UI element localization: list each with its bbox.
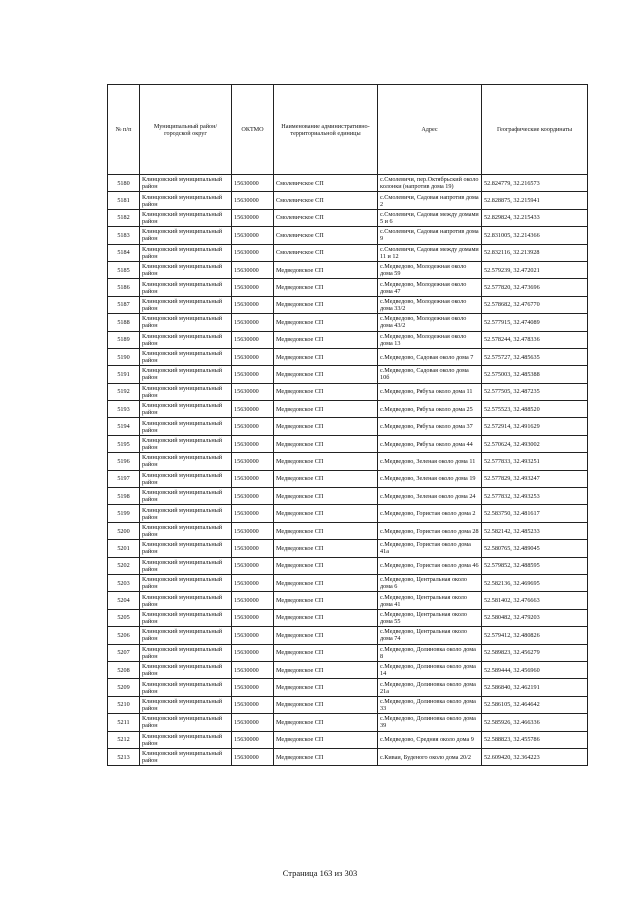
cell-coords: 52.824779, 32.216573 xyxy=(482,175,588,192)
cell-num: 5182 xyxy=(108,209,140,226)
cell-unit: Медведовское СП xyxy=(274,731,378,748)
cell-oktmo: 15630000 xyxy=(232,748,274,765)
cell-num: 5196 xyxy=(108,453,140,470)
cell-district: Клинцовский муниципальный район xyxy=(140,314,232,331)
cell-district: Клинцовский муниципальный район xyxy=(140,661,232,678)
cell-num: 5212 xyxy=(108,731,140,748)
cell-num: 5195 xyxy=(108,435,140,452)
cell-coords: 52.572914, 32.491629 xyxy=(482,418,588,435)
cell-unit: Медведовское СП xyxy=(274,453,378,470)
table-row xyxy=(108,696,588,713)
cell-unit: Медведовское СП xyxy=(274,609,378,626)
table-row xyxy=(108,592,588,609)
table-row xyxy=(108,383,588,400)
cell-unit: Смолевичское СП xyxy=(274,227,378,244)
cell-coords: 52.577832, 32.493253 xyxy=(482,488,588,505)
table-row xyxy=(108,296,588,313)
cell-district: Клинцовский муниципальный район xyxy=(140,540,232,557)
cell-unit: Медведовское СП xyxy=(274,644,378,661)
cell-address: с.Медведово, Центральная около дома 74 xyxy=(378,627,482,644)
cell-address: с.Медведово, Рябуха около дома 11 xyxy=(378,383,482,400)
cell-address: с.Медведово, Долиновка около дома 14 xyxy=(378,661,482,678)
table-row xyxy=(108,540,588,557)
cell-unit: Медведовское СП xyxy=(274,331,378,348)
cell-oktmo: 15630000 xyxy=(232,296,274,313)
table-row xyxy=(108,244,588,261)
cell-address: с.Медведово, Центральная около дома 6 xyxy=(378,574,482,591)
cell-unit: Медведовское СП xyxy=(274,261,378,278)
header-district: Муниципальный район/городской округ xyxy=(140,85,232,175)
cell-coords: 52.832116, 32.213928 xyxy=(482,244,588,261)
cell-oktmo: 15630000 xyxy=(232,175,274,192)
cell-oktmo: 15630000 xyxy=(232,488,274,505)
cell-district: Клинцовский муниципальный район xyxy=(140,227,232,244)
cell-num: 5203 xyxy=(108,574,140,591)
table-row xyxy=(108,609,588,626)
cell-num: 5210 xyxy=(108,696,140,713)
cell-unit: Медведовское СП xyxy=(274,435,378,452)
cell-district: Клинцовский муниципальный район xyxy=(140,748,232,765)
cell-unit: Медведовское СП xyxy=(274,696,378,713)
cell-coords: 52.582136, 32.469695 xyxy=(482,574,588,591)
cell-coords: 52.577820, 32.473696 xyxy=(482,279,588,296)
cell-oktmo: 15630000 xyxy=(232,557,274,574)
cell-coords: 52.589444, 32.456960 xyxy=(482,661,588,678)
cell-unit: Медведовское СП xyxy=(274,279,378,296)
cell-unit: Смолевичское СП xyxy=(274,175,378,192)
cell-district: Клинцовский муниципальный район xyxy=(140,348,232,365)
cell-coords: 52.585926, 32.466336 xyxy=(482,714,588,731)
table-row xyxy=(108,644,588,661)
cell-address: с.Медведово, Центральная около дома 55 xyxy=(378,609,482,626)
table-row xyxy=(108,366,588,383)
cell-unit: Медведовское СП xyxy=(274,383,378,400)
cell-coords: 52.828875, 32.215941 xyxy=(482,192,588,209)
table-row xyxy=(108,731,588,748)
table-row xyxy=(108,209,588,226)
table-row xyxy=(108,175,588,192)
cell-num: 5180 xyxy=(108,175,140,192)
cell-unit: Медведовское СП xyxy=(274,574,378,591)
cell-num: 5191 xyxy=(108,366,140,383)
cell-coords: 52.577833, 32.493251 xyxy=(482,453,588,470)
cell-district: Клинцовский муниципальный район xyxy=(140,627,232,644)
cell-oktmo: 15630000 xyxy=(232,279,274,296)
cell-num: 5202 xyxy=(108,557,140,574)
cell-num: 5208 xyxy=(108,661,140,678)
cell-oktmo: 15630000 xyxy=(232,505,274,522)
cell-coords: 52.575727, 32.485635 xyxy=(482,348,588,365)
cell-unit: Медведовское СП xyxy=(274,627,378,644)
header-oktmo: ОКТМО xyxy=(232,85,274,175)
cell-num: 5198 xyxy=(108,488,140,505)
cell-unit: Медведовское СП xyxy=(274,366,378,383)
cell-num: 5205 xyxy=(108,609,140,626)
cell-address: с.Медведово, Долиновка около дома 21а xyxy=(378,679,482,696)
cell-unit: Медведовское СП xyxy=(274,679,378,696)
cell-oktmo: 15630000 xyxy=(232,574,274,591)
cell-district: Клинцовский муниципальный район xyxy=(140,714,232,731)
table-row xyxy=(108,453,588,470)
cell-oktmo: 15630000 xyxy=(232,627,274,644)
cell-district: Клинцовский муниципальный район xyxy=(140,609,232,626)
cell-district: Клинцовский муниципальный район xyxy=(140,383,232,400)
cell-oktmo: 15630000 xyxy=(232,540,274,557)
cell-oktmo: 15630000 xyxy=(232,661,274,678)
cell-oktmo: 15630000 xyxy=(232,227,274,244)
cell-num: 5193 xyxy=(108,401,140,418)
cell-oktmo: 15630000 xyxy=(232,366,274,383)
cell-district: Клинцовский муниципальный район xyxy=(140,505,232,522)
cell-num: 5185 xyxy=(108,261,140,278)
cell-unit: Медведовское СП xyxy=(274,418,378,435)
page-number: Страница 163 из 303 xyxy=(282,868,358,878)
cell-coords: 52.579852, 32.488595 xyxy=(482,557,588,574)
cell-address: с.Смолевичи, Садовая напротив дома 2 xyxy=(378,192,482,209)
cell-address: с.Медведово, Центральная около дома 41 xyxy=(378,592,482,609)
cell-address: с.Киваи, Буденого около дома 20/2 xyxy=(378,748,482,765)
cell-district: Клинцовский муниципальный район xyxy=(140,679,232,696)
table-row xyxy=(108,505,588,522)
cell-address: с.Медведово, Долиновка около дома 8 xyxy=(378,644,482,661)
cell-address: с.Медведово, Рябуха около дома 37 xyxy=(378,418,482,435)
cell-address: с.Смолевичи, Садовая между домами 5 и 6 xyxy=(378,209,482,226)
cell-district: Клинцовский муниципальный район xyxy=(140,175,232,192)
cell-coords: 52.582142, 32.485233 xyxy=(482,522,588,539)
cell-address: с.Медведово, Молодежная около дома 47 xyxy=(378,279,482,296)
cell-unit: Медведовское СП xyxy=(274,714,378,731)
cell-address: с.Медведово, Гористая около дома 41а xyxy=(378,540,482,557)
table-row xyxy=(108,418,588,435)
cell-oktmo: 15630000 xyxy=(232,418,274,435)
cell-oktmo: 15630000 xyxy=(232,348,274,365)
table-header-row xyxy=(108,85,588,175)
cell-district: Клинцовский муниципальный район xyxy=(140,366,232,383)
table-row xyxy=(108,488,588,505)
cell-coords: 52.581402, 32.476663 xyxy=(482,592,588,609)
cell-address: с.Медведово, Молодежная около дома 33/2 xyxy=(378,296,482,313)
table-row xyxy=(108,522,588,539)
cell-oktmo: 15630000 xyxy=(232,261,274,278)
cell-unit: Смолевичское СП xyxy=(274,209,378,226)
cell-coords: 52.586840, 32.462191 xyxy=(482,679,588,696)
cell-oktmo: 15630000 xyxy=(232,644,274,661)
cell-num: 5200 xyxy=(108,522,140,539)
cell-coords: 52.579239, 32.472021 xyxy=(482,261,588,278)
cell-oktmo: 15630000 xyxy=(232,609,274,626)
cell-oktmo: 15630000 xyxy=(232,192,274,209)
cell-coords: 52.831005, 32.214366 xyxy=(482,227,588,244)
cell-unit: Медведовское СП xyxy=(274,522,378,539)
cell-unit: Медведовское СП xyxy=(274,557,378,574)
cell-num: 5183 xyxy=(108,227,140,244)
table-row xyxy=(108,348,588,365)
cell-address: с.Медведово, Рябуха около дома 25 xyxy=(378,401,482,418)
header-unit: Наименование административно-территориальной единицы xyxy=(274,85,378,175)
cell-coords: 52.575523, 32.488520 xyxy=(482,401,588,418)
cell-district: Клинцовский муниципальный район xyxy=(140,296,232,313)
cell-address: с.Медведово, Садовая около дома 10б xyxy=(378,366,482,383)
cell-oktmo: 15630000 xyxy=(232,453,274,470)
cell-num: 5187 xyxy=(108,296,140,313)
table-row xyxy=(108,714,588,731)
cell-address: с.Медведово, Садовая около дома 7 xyxy=(378,348,482,365)
cell-address: с.Медведово, Зеленая около дома 11 xyxy=(378,453,482,470)
cell-oktmo: 15630000 xyxy=(232,314,274,331)
cell-address: с.Медведово, Гористая около дома 2 xyxy=(378,505,482,522)
table-row xyxy=(108,557,588,574)
table-row xyxy=(108,470,588,487)
table-row xyxy=(108,401,588,418)
header-address: Адрес xyxy=(378,85,482,175)
cell-oktmo: 15630000 xyxy=(232,592,274,609)
cell-unit: Медведовское СП xyxy=(274,296,378,313)
cell-coords: 52.580482, 32.479203 xyxy=(482,609,588,626)
cell-num: 5206 xyxy=(108,627,140,644)
cell-coords: 52.589823, 32.456279 xyxy=(482,644,588,661)
table-row xyxy=(108,227,588,244)
cell-unit: Медведовское СП xyxy=(274,505,378,522)
table-row xyxy=(108,661,588,678)
table-row xyxy=(108,261,588,278)
table-row xyxy=(108,748,588,765)
cell-address: с.Медведово, Зеленая около дома 19 xyxy=(378,470,482,487)
cell-unit: Медведовское СП xyxy=(274,488,378,505)
cell-district: Клинцовский муниципальный район xyxy=(140,435,232,452)
cell-district: Клинцовский муниципальный район xyxy=(140,644,232,661)
table-row xyxy=(108,331,588,348)
cell-num: 5199 xyxy=(108,505,140,522)
cell-coords: 52.577829, 32.493247 xyxy=(482,470,588,487)
cell-num: 5209 xyxy=(108,679,140,696)
cell-district: Клинцовский муниципальный район xyxy=(140,279,232,296)
cell-address: с.Медведово, Средняя около дома 9 xyxy=(378,731,482,748)
cell-coords: 52.578682, 32.476770 xyxy=(482,296,588,313)
table-row xyxy=(108,435,588,452)
cell-oktmo: 15630000 xyxy=(232,731,274,748)
table-body xyxy=(108,175,588,766)
cell-district: Клинцовский муниципальный район xyxy=(140,488,232,505)
cell-district: Клинцовский муниципальный район xyxy=(140,261,232,278)
cell-num: 5188 xyxy=(108,314,140,331)
cell-district: Клинцовский муниципальный район xyxy=(140,592,232,609)
cell-district: Клинцовский муниципальный район xyxy=(140,696,232,713)
coordinates-table xyxy=(107,84,588,766)
table-row xyxy=(108,627,588,644)
cell-coords: 52.580765, 32.489045 xyxy=(482,540,588,557)
cell-address: с.Медведово, Молодежная около дома 43/2 xyxy=(378,314,482,331)
cell-oktmo: 15630000 xyxy=(232,401,274,418)
table-row xyxy=(108,574,588,591)
cell-num: 5186 xyxy=(108,279,140,296)
cell-num: 5211 xyxy=(108,714,140,731)
cell-oktmo: 15630000 xyxy=(232,696,274,713)
cell-district: Клинцовский муниципальный район xyxy=(140,522,232,539)
cell-district: Клинцовский муниципальный район xyxy=(140,557,232,574)
cell-oktmo: 15630000 xyxy=(232,714,274,731)
header-num: № п/п xyxy=(108,85,140,175)
cell-oktmo: 15630000 xyxy=(232,679,274,696)
table-row xyxy=(108,192,588,209)
table-row xyxy=(108,314,588,331)
cell-num: 5201 xyxy=(108,540,140,557)
cell-district: Клинцовский муниципальный район xyxy=(140,331,232,348)
cell-oktmo: 15630000 xyxy=(232,470,274,487)
cell-coords: 52.575003, 32.485388 xyxy=(482,366,588,383)
cell-coords: 52.586105, 32.464642 xyxy=(482,696,588,713)
cell-coords: 52.579412, 32.480826 xyxy=(482,627,588,644)
cell-num: 5181 xyxy=(108,192,140,209)
cell-coords: 52.583750, 32.481617 xyxy=(482,505,588,522)
cell-coords: 52.578244, 32.478336 xyxy=(482,331,588,348)
cell-oktmo: 15630000 xyxy=(232,244,274,261)
cell-coords: 52.577505, 32.487235 xyxy=(482,383,588,400)
cell-oktmo: 15630000 xyxy=(232,209,274,226)
table-row xyxy=(108,279,588,296)
cell-address: с.Смолевичи, пер.Октябрьский около колонки (напротив дома 19) xyxy=(378,175,482,192)
cell-address: с.Медведово, Гористая около дома 46 xyxy=(378,557,482,574)
cell-num: 5194 xyxy=(108,418,140,435)
table-row xyxy=(108,679,588,696)
cell-unit: Смолевичское СП xyxy=(274,244,378,261)
cell-oktmo: 15630000 xyxy=(232,383,274,400)
cell-oktmo: 15630000 xyxy=(232,435,274,452)
cell-address: с.Медведово, Молодежная около дома 59 xyxy=(378,261,482,278)
cell-unit: Медведовское СП xyxy=(274,314,378,331)
cell-num: 5204 xyxy=(108,592,140,609)
cell-district: Клинцовский муниципальный район xyxy=(140,731,232,748)
cell-unit: Медведовское СП xyxy=(274,401,378,418)
cell-district: Клинцовский муниципальный район xyxy=(140,418,232,435)
cell-address: с.Медведово, Зеленая около дома 24 xyxy=(378,488,482,505)
cell-unit: Медведовское СП xyxy=(274,748,378,765)
cell-unit: Медведовское СП xyxy=(274,470,378,487)
cell-coords: 52.577915, 32.474089 xyxy=(482,314,588,331)
cell-district: Клинцовский муниципальный район xyxy=(140,453,232,470)
cell-address: с.Медведово, Гористая около дома 28 xyxy=(378,522,482,539)
cell-num: 5184 xyxy=(108,244,140,261)
cell-unit: Медведовское СП xyxy=(274,348,378,365)
cell-district: Клинцовский муниципальный район xyxy=(140,209,232,226)
cell-unit: Медведовское СП xyxy=(274,540,378,557)
cell-district: Клинцовский муниципальный район xyxy=(140,192,232,209)
cell-district: Клинцовский муниципальный район xyxy=(140,401,232,418)
cell-address: с.Медведово, Молодежная около дома 13 xyxy=(378,331,482,348)
header-coords: Географические координаты xyxy=(482,85,588,175)
cell-district: Клинцовский муниципальный район xyxy=(140,574,232,591)
cell-district: Клинцовский муниципальный район xyxy=(140,470,232,487)
cell-num: 5207 xyxy=(108,644,140,661)
cell-address: с.Медведово, Рябуха около дома 44 xyxy=(378,435,482,452)
cell-coords: 52.570624, 32.493002 xyxy=(482,435,588,452)
cell-unit: Смолевичское СП xyxy=(274,192,378,209)
cell-num: 5213 xyxy=(108,748,140,765)
cell-num: 5192 xyxy=(108,383,140,400)
cell-address: с.Смолевичи, Садовая напротив дома 9 xyxy=(378,227,482,244)
cell-unit: Медведовское СП xyxy=(274,661,378,678)
cell-oktmo: 15630000 xyxy=(232,331,274,348)
cell-coords: 52.829824, 32.215433 xyxy=(482,209,588,226)
cell-address: с.Медведово, Долиновка около дома 39 xyxy=(378,714,482,731)
cell-unit: Медведовское СП xyxy=(274,592,378,609)
cell-oktmo: 15630000 xyxy=(232,522,274,539)
cell-address: с.Смолевичи, Садовая между домами 11 и 12 xyxy=(378,244,482,261)
cell-district: Клинцовский муниципальный район xyxy=(140,244,232,261)
cell-address: с.Медведово, Долиновка около дома 33 xyxy=(378,696,482,713)
cell-num: 5189 xyxy=(108,331,140,348)
cell-coords: 52.609420, 32.364223 xyxy=(482,748,588,765)
cell-coords: 52.588823, 32.455786 xyxy=(482,731,588,748)
cell-num: 5190 xyxy=(108,348,140,365)
cell-num: 5197 xyxy=(108,470,140,487)
